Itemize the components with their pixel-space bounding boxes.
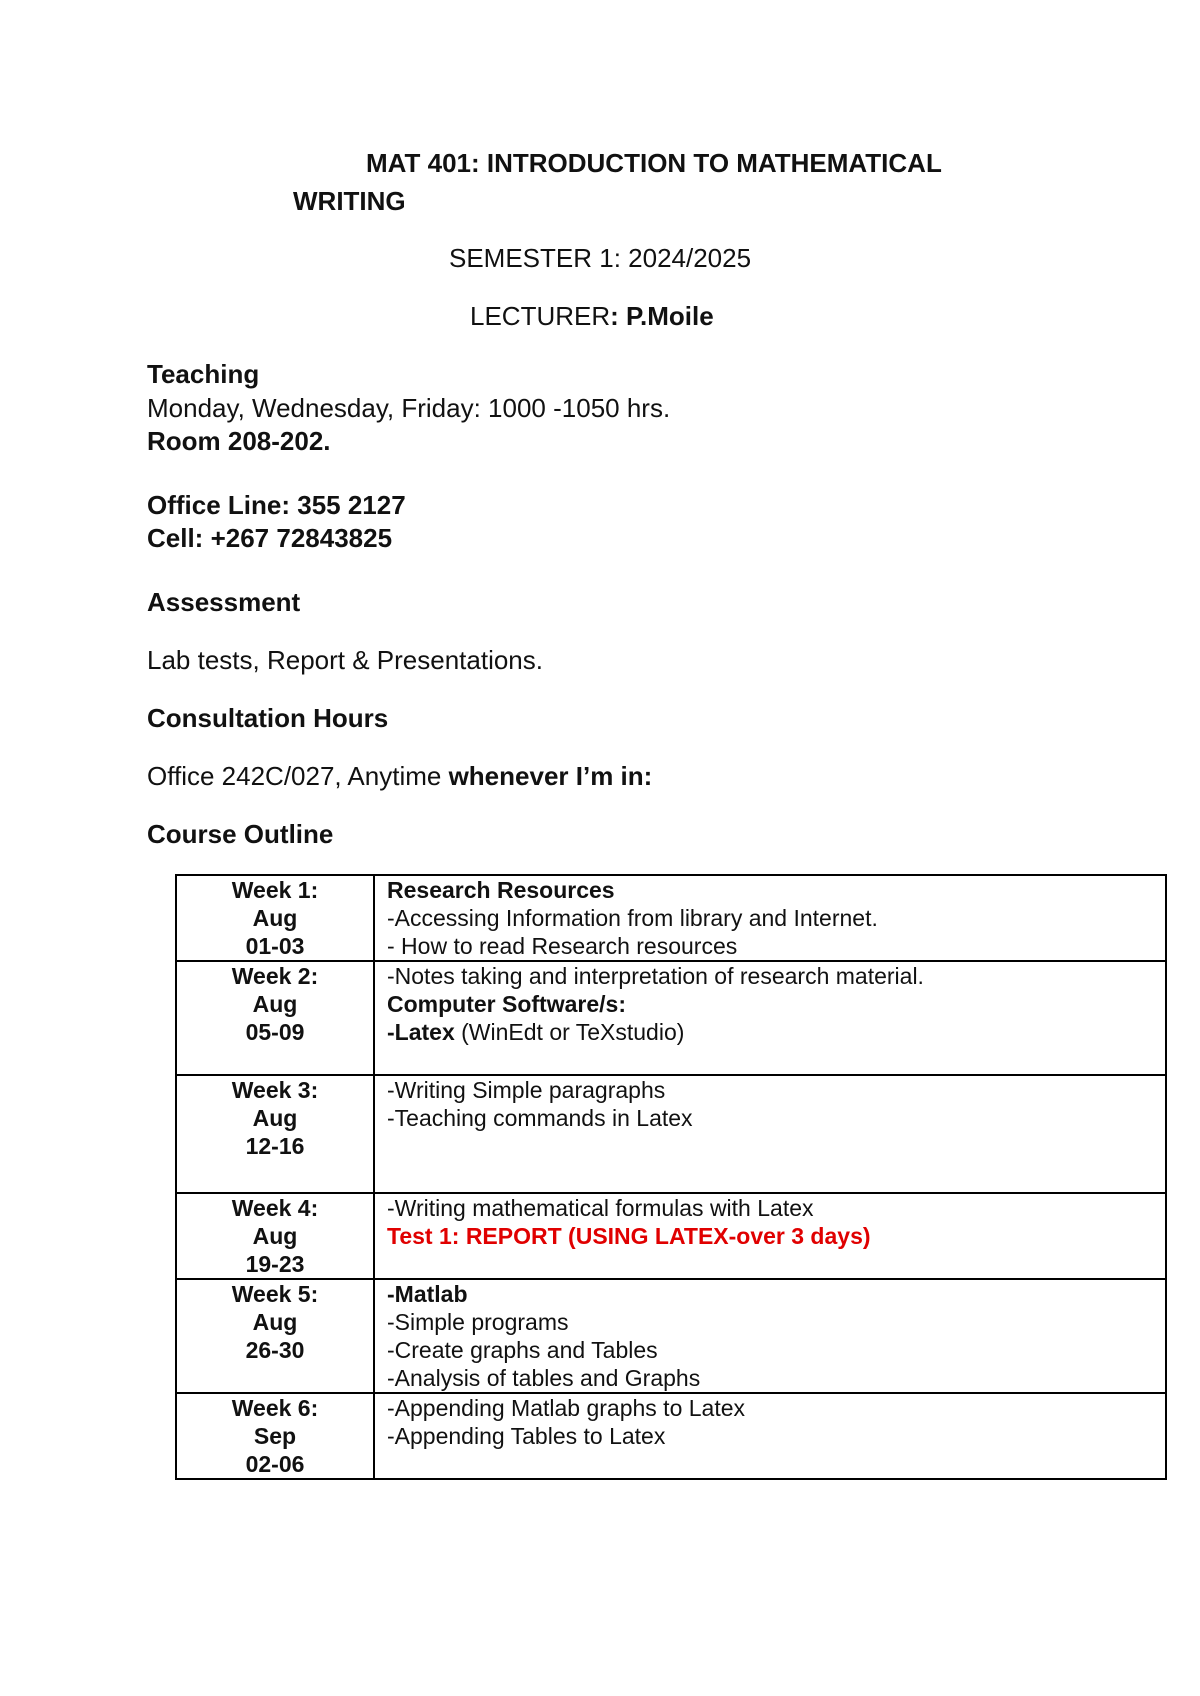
topic-cell <box>374 961 1166 1075</box>
week-days: 05-09 <box>245 1019 305 1045</box>
week-cell <box>176 1193 374 1279</box>
office-line: Office Line: 355 2127 <box>147 490 406 520</box>
table-row <box>176 1075 1166 1193</box>
course-outline-heading: Course Outline <box>147 819 334 849</box>
week-days: 01-03 <box>245 933 305 959</box>
table-row <box>176 961 1166 1075</box>
cell-number: Cell: +267 72843825 <box>147 523 393 553</box>
assessment-text: Lab tests, Report & Presentations. <box>147 645 543 675</box>
topic-line: -Appending Matlab graphs to Latex <box>387 1395 746 1421</box>
week-month: Aug <box>252 1105 298 1131</box>
course-title-line1: MAT 401: INTRODUCTION TO MATHEMATICAL <box>366 148 942 178</box>
topic-line: -Teaching commands in Latex <box>387 1105 693 1131</box>
topic-cell <box>374 1075 1166 1193</box>
week-days: 12-16 <box>245 1133 305 1159</box>
week-week: Week 5: <box>231 1281 319 1307</box>
week-week: Week 2: <box>231 963 319 989</box>
week-week: Week 4: <box>231 1195 319 1221</box>
topic-line: -Accessing Information from library and Internet. <box>387 905 878 931</box>
table-row <box>176 1393 1166 1479</box>
week-days: 19-23 <box>245 1251 305 1277</box>
topic-line: -Appending Tables to Latex <box>387 1423 666 1449</box>
lecturer <box>470 301 714 332</box>
consultation-text <box>147 761 652 792</box>
table-row <box>176 1279 1166 1393</box>
teaching-heading: Teaching <box>147 359 260 389</box>
topic-cell <box>374 1393 1166 1479</box>
topic-cell <box>374 875 1166 961</box>
week-cell <box>176 1393 374 1479</box>
week-cell <box>176 875 374 961</box>
topic-line: -Analysis of tables and Graphs <box>387 1365 701 1391</box>
topic-line: -Simple programs <box>387 1309 569 1335</box>
table-row <box>176 875 1166 961</box>
course-outline-table <box>175 874 1167 1480</box>
week-month: Aug <box>252 991 298 1017</box>
topic-line: -Writing Simple paragraphs <box>387 1077 666 1103</box>
week-cell <box>176 1279 374 1393</box>
topic-line-bold: -Latex <box>387 1019 455 1045</box>
topic-line-rest: (WinEdt or TeXstudio) <box>454 1019 685 1045</box>
lecturer-label: LECTURER <box>470 301 611 331</box>
week-week: Week 1: <box>231 877 319 903</box>
topic-cell <box>374 1279 1166 1393</box>
week-week: Week 3: <box>231 1077 319 1103</box>
week-month: Aug <box>252 1309 298 1335</box>
semester: SEMESTER 1: 2024/2025 <box>449 243 752 273</box>
consultation-availability: whenever I’m in: <box>448 761 653 791</box>
topic-line: - How to read Research resources <box>387 933 738 959</box>
topic-cell <box>374 1193 1166 1279</box>
topic-line: Computer Software/s: <box>387 991 626 1017</box>
week-month: Aug <box>252 1223 298 1249</box>
lecturer-name: : P.Moile <box>610 301 714 331</box>
table-row <box>176 1193 1166 1279</box>
topic-line: Test 1: REPORT (USING LATEX-over 3 days) <box>387 1223 871 1249</box>
week-cell <box>176 961 374 1075</box>
topic-line: Research Resources <box>387 877 615 903</box>
room: Room 208-202. <box>147 426 331 456</box>
week-week: Week 6: <box>231 1395 319 1421</box>
teaching-schedule: Monday, Wednesday, Friday: 1000 -1050 hrs. <box>147 393 671 423</box>
topic-line: -Notes taking and interpretation of research material. <box>387 963 924 989</box>
week-days: 02-06 <box>245 1451 305 1477</box>
consultation-office: Office 242C/027, Anytime <box>147 761 449 791</box>
week-month: Aug <box>252 905 298 931</box>
week-cell <box>176 1075 374 1193</box>
topic-line: -Create graphs and Tables <box>387 1337 658 1363</box>
assessment-heading: Assessment <box>147 587 301 617</box>
topic-line: -Matlab <box>387 1281 468 1307</box>
course-title-line2: WRITING <box>293 186 406 216</box>
week-days: 26-30 <box>245 1337 305 1363</box>
consultation-heading: Consultation Hours <box>147 703 389 733</box>
topic-line <box>387 1018 1165 1046</box>
topic-line: -Writing mathematical formulas with Latex <box>387 1195 814 1221</box>
week-month: Sep <box>253 1423 297 1449</box>
